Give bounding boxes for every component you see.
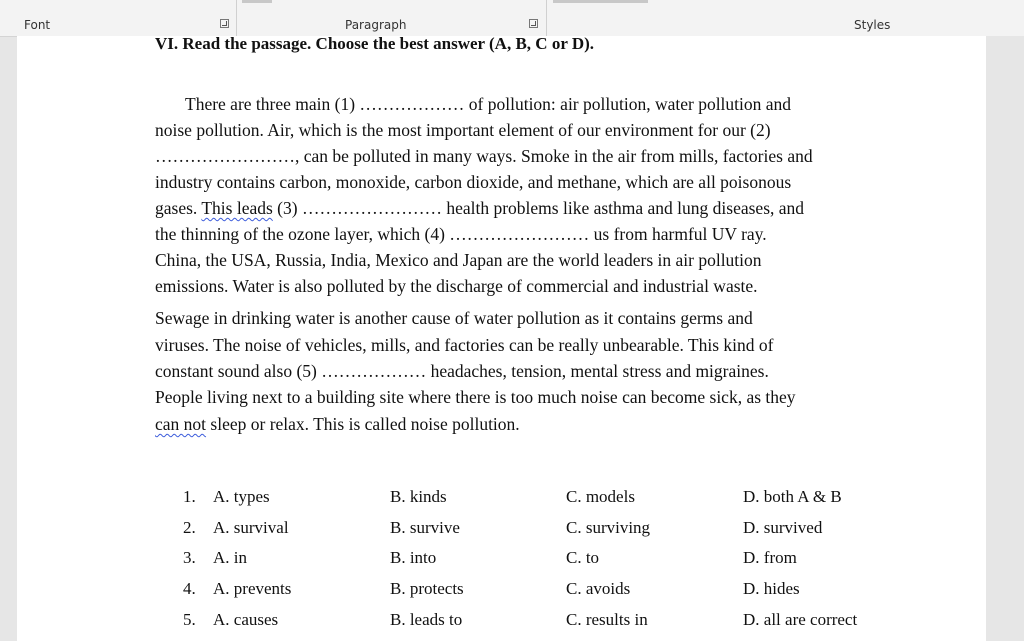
passage-line: There are three main (1) ……………… of pollution: air pollution, water pollution and (185, 94, 792, 114)
answer-option-d: D. survived (743, 518, 823, 537)
passage-line: constant sound also (5) ……………… headaches, tension, mental stress and migraines. (155, 361, 769, 381)
answer-option-c: C. results in (566, 610, 648, 629)
answer-option-d: D. from (743, 548, 797, 567)
exercise-heading: VI. Read the passage. Choose the best answer (A, B, C or D). (155, 34, 595, 53)
answer-option-b: B. kinds (390, 487, 447, 506)
passage-line: noise pollution. Air, which is the most important element of our environment for our (2) (155, 120, 771, 140)
answer-option-d: D. both A & B (743, 487, 842, 506)
answer-option-b: B. survive (390, 518, 460, 537)
answer-option-a: A. causes (213, 610, 279, 629)
answer-option-a: A. types (213, 487, 270, 506)
answer-option-b: B. leads to (390, 610, 463, 629)
spelling-grammar-flag[interactable]: can not (155, 414, 207, 434)
answer-option-a: A. in (213, 548, 247, 567)
passage-line: industry contains carbon, monoxide, carbon dioxide, and methane, which are all poisonous (155, 172, 792, 192)
answer-option-b: B. into (390, 548, 437, 567)
ribbon-separator (546, 0, 547, 36)
font-dialog-launcher-icon[interactable] (220, 19, 229, 28)
passage-line: the thinning of the ozone layer, which (4) …………………… us from harmful UV ray. (155, 224, 767, 244)
passage-line: China, the USA, Russia, India, Mexico and Japan are the world leaders in air pollution (155, 250, 762, 270)
passage-line: People living next to a building site where there is too much noise can become sick, as they (155, 387, 796, 407)
passage-line: emissions. Water is also polluted by the discharge of commercial and industrial waste. (155, 276, 758, 296)
answer-option-a: A. prevents (213, 579, 292, 598)
question-row (0, 610, 1024, 634)
answer-option-c: C. models (566, 487, 635, 506)
answer-option-a: A. survival (213, 518, 289, 537)
passage-line: ……………………, can be polluted in many ways. Smoke in the air from mills, factories and (155, 146, 813, 166)
answer-option-c: C. to (566, 548, 600, 567)
ribbon-scroll-edge (242, 0, 272, 3)
styles-group-label: Styles (854, 18, 891, 32)
answer-option-d: D. hides (743, 579, 800, 598)
spelling-grammar-flag[interactable]: This leads (201, 198, 273, 218)
font-group-label: Font (24, 18, 51, 32)
question-number: 3. (183, 548, 196, 567)
paragraph-dialog-launcher-icon[interactable] (529, 19, 538, 28)
question-row (0, 487, 1024, 511)
passage-line: gases. This leads (3) …………………… health problems like asthma and lung diseases, and (155, 198, 805, 218)
answer-option-d: D. all are correct (743, 610, 858, 629)
question-row (0, 548, 1024, 572)
ribbon (0, 0, 1024, 37)
passage-line: viruses. The noise of vehicles, mills, and factories can be really unbearable. This kind of (155, 335, 774, 355)
answer-option-c: C. surviving (566, 518, 651, 537)
paragraph-group-label: Paragraph (345, 18, 407, 32)
question-number: 5. (183, 610, 196, 629)
question-row (0, 518, 1024, 542)
passage-line: can not sleep or relax. This is called noise pollution. (155, 414, 520, 434)
answer-option-c: C. avoids (566, 579, 631, 598)
ribbon-scroll-edge-2 (553, 0, 648, 3)
question-number: 4. (183, 579, 196, 598)
ribbon-separator (236, 0, 237, 36)
answer-option-b: B. protects (390, 579, 464, 598)
passage-line: Sewage in drinking water is another cause of water pollution as it contains germs and (155, 308, 753, 328)
question-number: 1. (183, 487, 196, 506)
question-number: 2. (183, 518, 196, 537)
question-row (0, 579, 1024, 603)
